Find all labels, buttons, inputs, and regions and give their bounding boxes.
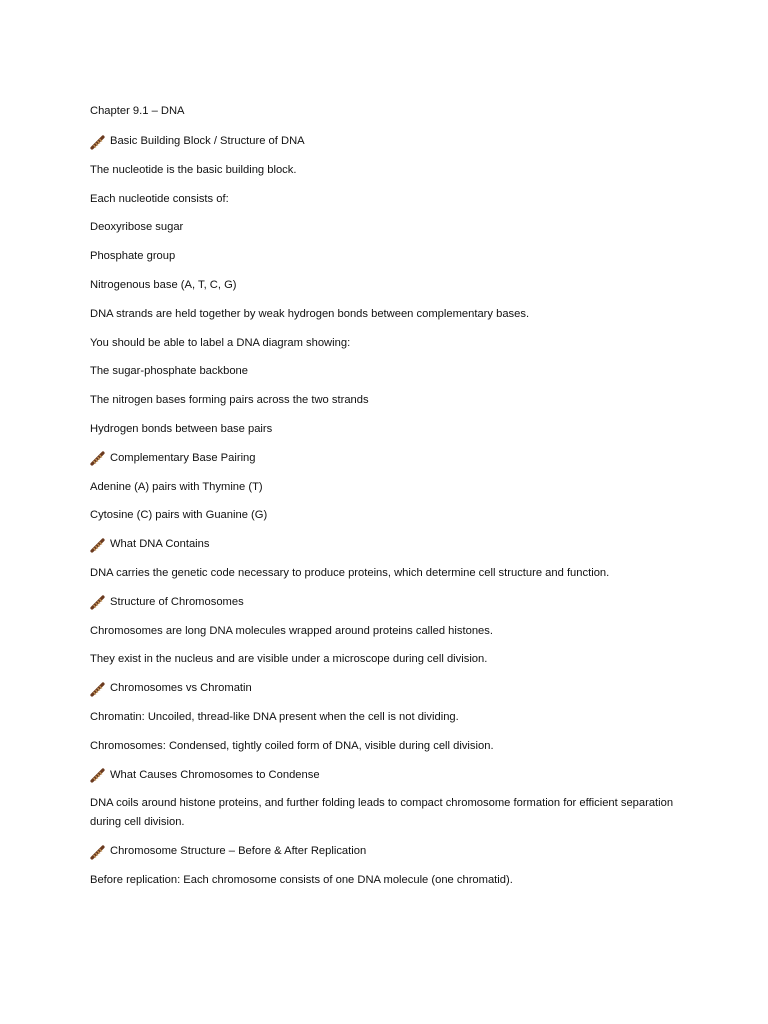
section-heading-label: Structure of Chromosomes [110, 595, 244, 608]
section-heading-label: Chromosomes vs Chromatin [110, 682, 252, 695]
paragraph: DNA carries the genetic code necessary to produce proteins, which determine cell structure and function. [90, 566, 610, 579]
paragraph: You should be able to label a DNA diagram showing: [90, 336, 351, 349]
dna-icon [90, 594, 106, 610]
dna-icon [90, 681, 106, 697]
dna-icon [90, 450, 106, 466]
paragraph: Phosphate group [90, 250, 176, 263]
paragraph: Each nucleotide consists of: [90, 192, 229, 205]
section-heading-label: What DNA Contains [110, 538, 210, 551]
section-heading [90, 679, 690, 698]
paragraph: The nitrogen bases forming pairs across the two strands [90, 394, 369, 407]
section-heading [90, 766, 690, 785]
paragraph: Hydrogen bonds between base pairs [90, 422, 273, 435]
paragraph: Adenine (A) pairs with Thymine (T) [90, 480, 263, 493]
section-heading-label: Basic Building Block / Structure of DNA [110, 135, 305, 147]
paragraph: Deoxyribose sugar [90, 221, 184, 234]
paragraph: They exist in the nucleus and are visible under a microscope during cell division. [90, 653, 488, 666]
section-heading [90, 132, 690, 151]
paragraph: The sugar-phosphate backbone [90, 365, 248, 378]
section-heading [90, 449, 690, 468]
paragraph: Before replication: Each chromosome consists of one DNA molecule (one chromatid). [90, 873, 513, 886]
document-page [90, 102, 690, 900]
paragraph: Nitrogenous base (A, T, C, G) [90, 278, 237, 291]
paragraph: DNA strands are held together by weak hydrogen bonds between complementary bases. [90, 307, 530, 320]
paragraph: Cytosine (C) pairs with Guanine (G) [90, 509, 268, 522]
dna-icon [90, 134, 106, 150]
dna-icon [90, 537, 106, 553]
section-heading-label: Complementary Base Pairing [110, 451, 256, 464]
paragraph: Chromosomes: Condensed, tightly coiled form of DNA, visible during cell division. [90, 739, 494, 752]
paragraph: Chromosomes are long DNA molecules wrapped around proteins called histones. [90, 624, 493, 637]
paragraph: The nucleotide is the basic building block. [90, 163, 297, 176]
section-heading [90, 842, 690, 861]
section-heading [90, 593, 690, 612]
dna-icon [90, 844, 106, 860]
section-heading-label: Chromosome Structure – Before & After Replication [110, 845, 367, 858]
paragraph: DNA coils around histone proteins, and further folding leads to compact chromosome formation for efficient separation during cell division. [90, 797, 674, 829]
dna-icon [90, 767, 106, 783]
section-heading [90, 535, 690, 554]
paragraph: Chromatin: Uncoiled, thread-like DNA present when the cell is not dividing. [90, 710, 459, 723]
page-title: Chapter 9.1 – DNA [90, 105, 185, 117]
section-heading-label: What Causes Chromosomes to Condense [110, 768, 320, 781]
